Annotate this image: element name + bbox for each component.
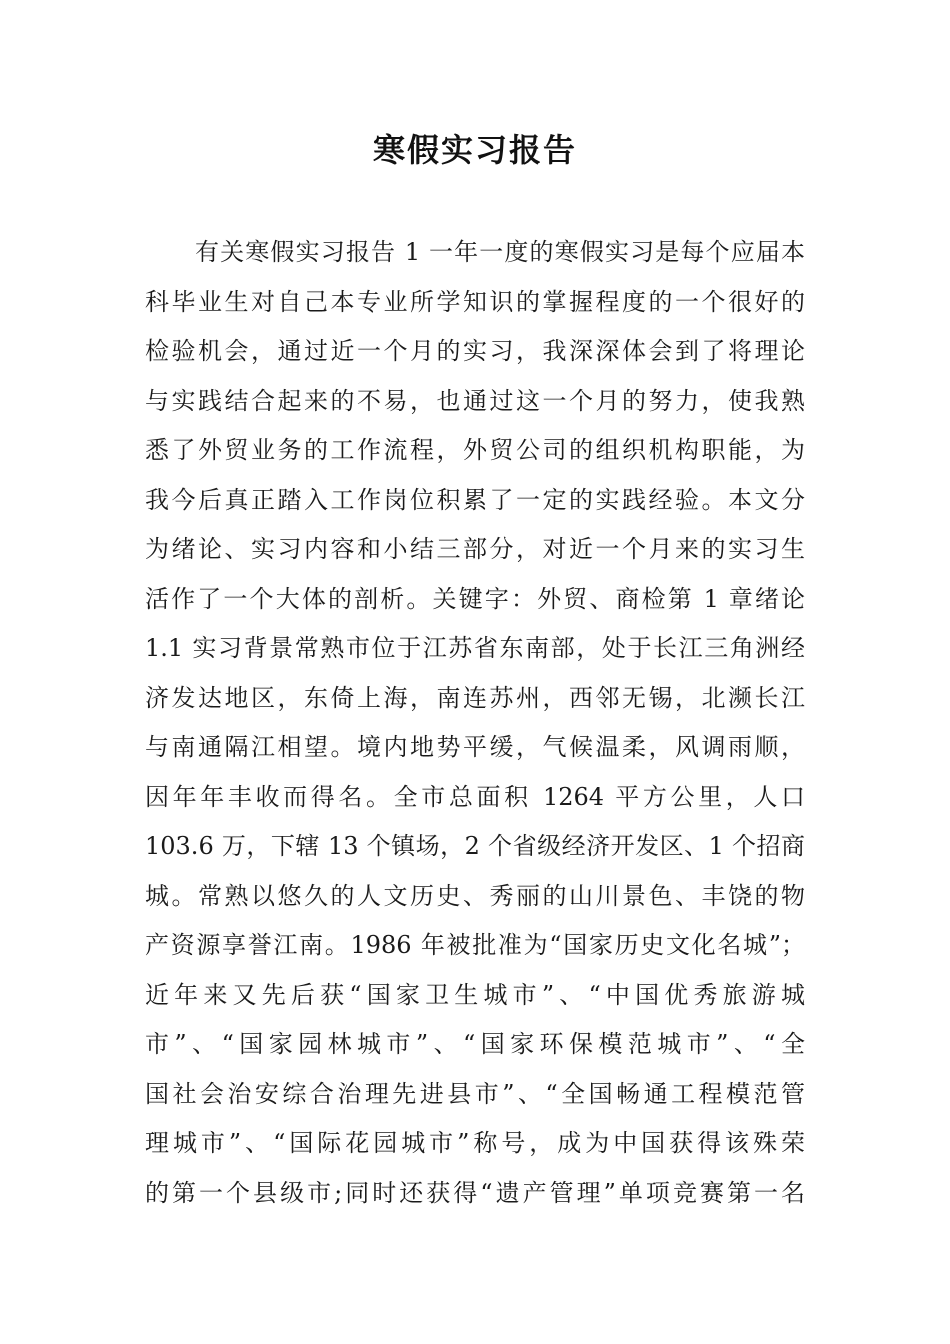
body-line: 为绪论、实习内容和小结三部分，对近一个月来的实习生: [145, 535, 805, 563]
body-line: 城。常熟以悠久的人文历史、秀丽的山川景色、丰饶的物: [145, 881, 805, 910]
body-line: 科毕业生对自己本专业所学知识的掌握程度的一个很好的: [145, 287, 805, 316]
body-line: 理城市”、“国际花园城市”称号，成为中国获得该殊荣: [145, 1129, 805, 1157]
body-line: 的第一个县级市;同时还获得“遗产管理”单项竞赛第一名: [145, 1178, 805, 1207]
body-line: 检验机会，通过近一个月的实习，我深深体会到了将理论: [145, 337, 805, 365]
body-line: 与实践结合起来的不易，也通过这一个月的努力，使我熟: [145, 386, 805, 415]
document-body: [145, 228, 805, 1218]
body-line: 济发达地区，东倚上海，南连苏州，西邻无锡，北濒长江: [145, 683, 805, 712]
document-title: 寒假实习报告: [372, 131, 577, 169]
body-line: 与南通隔江相望。境内地势平缓，气候温柔，风调雨顺，: [145, 733, 805, 761]
body-line: 产资源享誉江南。1986 年被批准为“国家历史文化名城”；: [145, 931, 805, 959]
body-line: 因年年丰收而得名。全市总面积 1264 平方公里，人口: [145, 782, 805, 811]
body-line: 活作了一个大体的剖析。关键字：外贸、商检第 1 章绪论: [145, 584, 805, 613]
body-line: 有关寒假实习报告 1 一年一度的寒假实习是每个应届本: [195, 238, 805, 266]
body-line: 悉了外贸业务的工作流程，外贸公司的组织机构职能，为: [145, 436, 805, 464]
body-line: 1.1 实习背景常熟市位于江苏省东南部，处于长江三角洲经: [145, 634, 805, 662]
body-line: 103.6 万，下辖 13 个镇场，2 个省级经济开发区、1 个招商: [145, 832, 805, 860]
body-line: 近年来又先后获“国家卫生城市”、“中国优秀旅游城: [145, 980, 805, 1009]
body-line: 我今后真正踏入工作岗位积累了一定的实践经验。本文分: [145, 485, 805, 514]
body-line: 市”、“国家园林城市”、“国家环保模范城市”、“全: [145, 1030, 805, 1058]
body-line: 国社会治安综合治理先进县市”、“全国畅通工程模范管: [145, 1079, 805, 1108]
